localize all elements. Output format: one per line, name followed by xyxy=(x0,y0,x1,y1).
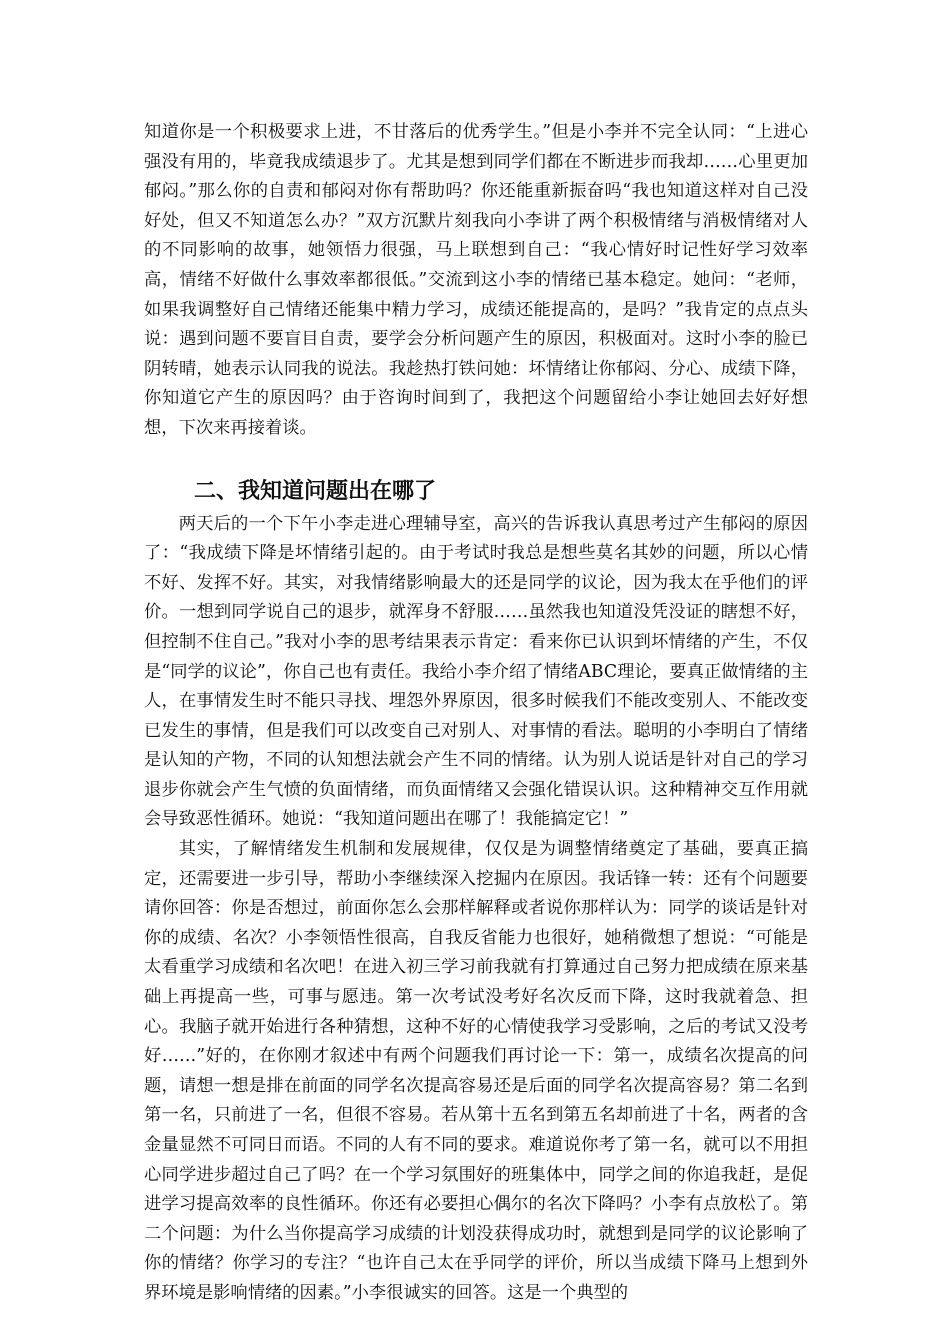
paragraph-continued: 知道你是一个积极要求上进，不甘落后的优秀学生。”但是小李并不完全认同：“上进心强没有用的，毕竟我成绩退步了。尤其是想到同学们都在不断进步而我却……心里更加郁闷。”那么你的自责和郁闷对你有帮助吗？你还能重新振奋吗“我也知道这样对自己没好处，但又不知道怎么办？”双方沉默片刻我向小李讲了两个积极情绪与消极情绪对人的不同影响的故事，她领悟力很强，马上联想到自己：“我心情好时记性好学习效率高，情绪不好做什么事效率都很低。”交流到这小李的情绪已基本稳定。她问：“老师，如果我调整好自己情绪还能集中精力学习，成绩还能提高的，是吗？”我肯定的点点头说：遇到问题不要盲目自责，要学会分析问题产生的原因，积极面对。这时小李的脸已阴转晴，她表示认同我的说法。我趁热打铁问她：坏情绪让你郁闷、分心、成绩下降，你知道它产生的原因吗？由于咨询时间到了，我把这个问题留给小李让她回去好好想想，下次来再接着谈。 xyxy=(144,122,808,438)
spacer xyxy=(144,444,808,478)
paragraph-1: 两天后的一个下午小李走进心理辅导室，高兴的告诉我认真思考过产生郁闷的原因了：“我成绩下降是坏情绪引起的。由于考试时我总是想些莫名其妙的问题，所以心情不好、发挥不好。其实，对我情绪影响最大的还是同学的议论，因为我太在乎他们的评价。一想到同学说自己的退步，就浑身不舒服……虽然我也知道没凭没证的瞎想不好，但控制不住自己。”我对小李的思考结果表示肯定：看来你已认识到坏情绪的产生，不仅是“同学的议论”，你自己也有责任。我给小李介绍了情绪ABC理论，要真正做情绪的主人，在事情发生时不能只寻找、埋怨外界原因，很多时候我们不能改变别人、不能改变已发生的事情，但是我们可以改变自己对别人、对事情的看法。聪明的小李明白了情绪是认知的产物，不同的认知想法就会产生不同的情绪。认为别人说话是针对自己的学习退步你就会产生气愤的负面情绪，而负面情绪又会强化错误认识。这种精神交互作用就会导致恶性循环。她说：“我知道问题出在哪了！我能搞定它！” xyxy=(144,513,808,830)
document-body xyxy=(144,118,808,1309)
paragraph-2: 其实，了解情绪发生机制和发展规律，仅仅是为调整情绪奠定了基础，要真正搞定，还需要进一步引导，帮助小李继续深入挖掘内在原因。我话锋一转：还有个问题要请你回答：你是否想过，前面你怎么会那样解释或者说你那样认为：同学的谈话是针对你的成绩、名次？小李领悟性很高，自我反省能力也很好，她稍微想了想说：“可能是太看重学习成绩和名次吧！在进入初三学习前我就有打算通过自己努力把成绩在原来基础上再提高一些，可事与愿违。第一次考试没考好名次反而下降，这时我就着急、担心。我脑子就开始进行各种猜想，这种不好的心情使我学习受影响，之后的考试又没考好……”好的，在你刚才叙述中有两个问题我们再讨论一下：第一，成绩名次提高的问题，请想一想是排在前面的同学名次提高容易还是后面的同学名次提高容易？第二名到第一名，只前进了一名，但很不容易。若从第十五名到第五名却前进了十名，两者的含金量显然不可同日而语。不同的人有不同的要求。难道说你考了第一名，就可以不用担心同学进步超过自己了吗？在一个学习氛围好的班集体中，同学之间的你追我赶，是促进学习提高效率的良性循环。你还有必要担心偶尔的名次下降吗？小李有点放松了。第二个问题：为什么当你提高学习成绩的计划没获得成功时，就想到是同学的议论影响了你的情绪？你学习的专注？“也许自己太在乎同学的评价，所以当成绩下降马上想到外界环境是影响情绪的因素。”小李很诚实的回答。这是一个典型的 xyxy=(144,839,808,1303)
section-heading: 二、我知道问题出在哪了 xyxy=(194,478,437,504)
